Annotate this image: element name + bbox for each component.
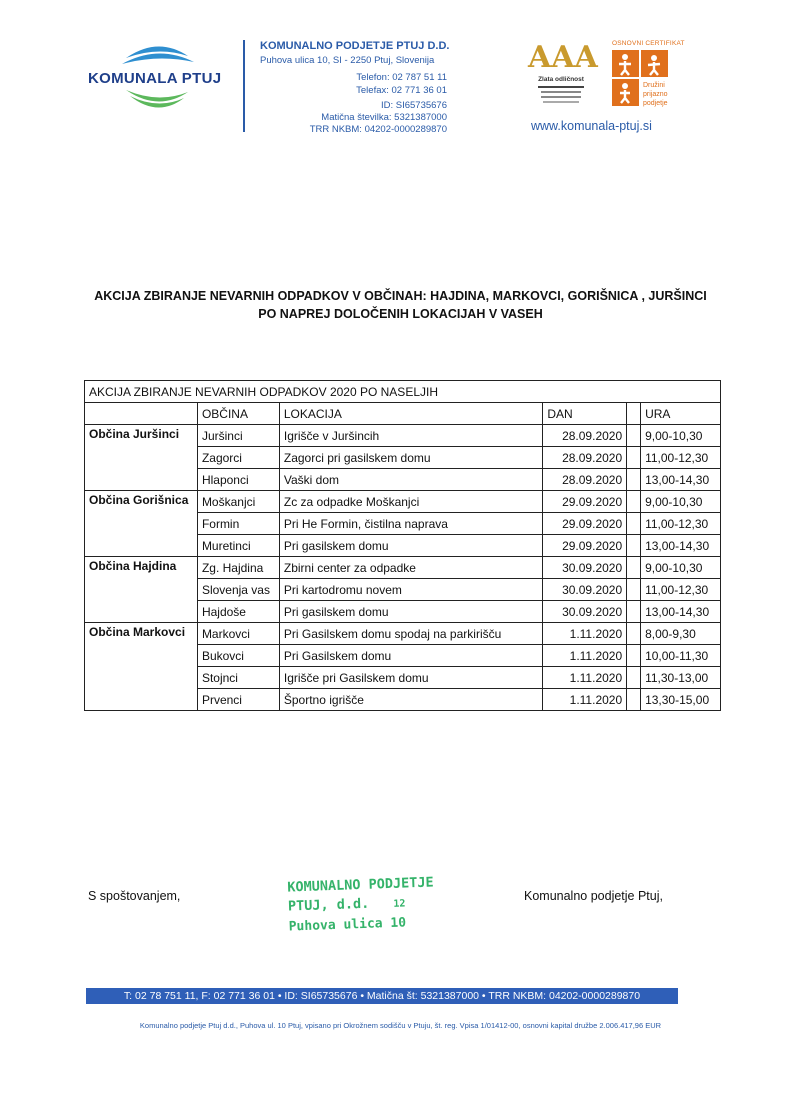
company-fax: Telefax: 02 771 36 01 [356, 85, 447, 96]
cell-time: 11,00-12,30 [641, 513, 721, 535]
stamp-line1: KOMUNALNO PODJETJE [287, 874, 434, 896]
cell-settlement: Hajdoše [197, 601, 279, 623]
cell-settlement: Moškanjci [197, 491, 279, 513]
cell-location: Vaški dom [279, 469, 542, 491]
cell-time: 10,00-11,30 [641, 645, 721, 667]
table-row [85, 557, 721, 579]
certificate-text: Družini prijazno podjetje [643, 82, 668, 107]
cell-settlement: Slovenja vas [197, 579, 279, 601]
header-dan: DAN [543, 403, 627, 425]
cell-time: 8,00-9,30 [641, 623, 721, 645]
cell-date: 1.11.2020 [543, 667, 627, 689]
table-row [85, 623, 721, 645]
cell-time: 13,30-15,00 [641, 689, 721, 711]
group-municipality: Občina Hajdina [85, 557, 198, 623]
cell-spacer [627, 513, 641, 535]
cell-date: 28.09.2020 [543, 447, 627, 469]
company-name: KOMUNALNO PODJETJE PTUJ D.D. [260, 40, 450, 52]
cell-location: Športno igrišče [279, 689, 542, 711]
cell-date: 29.09.2020 [543, 491, 627, 513]
cell-location: Zagorci pri gasilskem domu [279, 447, 542, 469]
aaa-badge-label: AAA [528, 40, 598, 75]
cell-settlement: Zg. Hajdina [197, 557, 279, 579]
cell-settlement: Stojnci [197, 667, 279, 689]
header-obcina: OBČINA [197, 403, 279, 425]
cell-spacer [627, 667, 641, 689]
company-id: ID: SI65735676 [380, 100, 447, 111]
company-address: Puhova ulica 10, SI - 2250 Ptuj, Slovenija [260, 55, 435, 66]
cell-location: Pri Gasilskem domu [279, 645, 542, 667]
cell-settlement: Zagorci [197, 447, 279, 469]
cell-location: Pri He Formin, čistilna naprava [279, 513, 542, 535]
document-title-line2: PO NAPREJ DOLOČENIH LOKACIJAH V VASEH [258, 307, 543, 321]
document-title-line1: AKCIJA ZBIRANJE NEVARNIH ODPADKOV V OBČINAH: HAJDINA, MARKOVCI, GORIŠNICA , JURŠINCI [94, 289, 707, 303]
cell-spacer [627, 689, 641, 711]
stamp-line3: Puhova ulica 10 [288, 915, 407, 935]
cell-spacer [627, 447, 641, 469]
cell-location: Pri Gasilskem domu spodaj na parkirišču [279, 623, 542, 645]
cell-date: 29.09.2020 [543, 535, 627, 557]
cell-settlement: Markovci [197, 623, 279, 645]
cell-time: 13,00-14,30 [641, 469, 721, 491]
cell-spacer [627, 469, 641, 491]
aaa-badge [528, 40, 598, 112]
cell-location: Zbirni center za odpadke [279, 557, 542, 579]
cell-time: 9,00-10,30 [641, 557, 721, 579]
cell-date: 28.09.2020 [543, 425, 627, 447]
group-municipality: Občina Gorišnica [85, 491, 198, 557]
cell-settlement: Bukovci [197, 645, 279, 667]
cell-location: Pri kartodromu novem [279, 579, 542, 601]
table-row [85, 491, 721, 513]
cell-time: 11,00-12,30 [641, 579, 721, 601]
group-municipality: Občina Juršinci [85, 425, 198, 491]
cell-location: Pri gasilskem domu [279, 601, 542, 623]
cell-time: 13,00-14,30 [641, 601, 721, 623]
cell-time: 13,00-14,30 [641, 535, 721, 557]
cell-spacer [627, 535, 641, 557]
cell-time: 9,00-10,30 [641, 425, 721, 447]
cell-time: 11,30-13,00 [641, 667, 721, 689]
cell-settlement: Juršinci [197, 425, 279, 447]
aaa-badge-caption: Zlata odličnost [538, 76, 584, 83]
cell-date: 1.11.2020 [543, 623, 627, 645]
header-lokacija: LOKACIJA [279, 403, 542, 425]
header-empty [85, 403, 198, 425]
cell-spacer [627, 425, 641, 447]
closing-greeting: S spoštovanjem, [88, 889, 181, 903]
collection-schedule-table [84, 380, 721, 711]
website-link[interactable]: www.komunala-ptuj.si [531, 119, 652, 133]
cell-location: Igrišče v Juršincih [279, 425, 542, 447]
logo-text: KOMUNALA PTUJ [88, 70, 222, 87]
cell-settlement: Prvenci [197, 689, 279, 711]
cell-settlement: Muretinci [197, 535, 279, 557]
table-row [85, 425, 721, 447]
certificate-label: OSNOVNI CERTIFIKAT [612, 40, 685, 47]
cell-date: 30.09.2020 [543, 579, 627, 601]
header-spacer [627, 403, 641, 425]
company-reg-no: Matična številka: 5321387000 [321, 112, 447, 123]
footer-registration: Komunalno podjetje Ptuj d.d., Puhova ul. 10 Ptuj, vpisano pri Okrožnem sodišču v Ptuju, št. reg. Vpisa 1/01412-00, osnovni kapital družbe 2.006.417,96 EUR [139, 1021, 662, 1030]
company-phone: Telefon: 02 787 51 11 [356, 72, 447, 83]
cell-spacer [627, 491, 641, 513]
cell-date: 1.11.2020 [543, 645, 627, 667]
cell-location: Pri gasilskem domu [279, 535, 542, 557]
header-divider [243, 40, 245, 132]
cell-settlement: Formin [197, 513, 279, 535]
cell-spacer [627, 579, 641, 601]
cell-spacer [627, 623, 641, 645]
company-trr: TRR NKBM: 04202-0000289870 [309, 124, 447, 135]
cell-location: Igrišče pri Gasilskem domu [279, 667, 542, 689]
cell-date: 30.09.2020 [543, 557, 627, 579]
closing-signature: Komunalno podjetje Ptuj, [524, 889, 663, 903]
stamp-number: 12 [393, 898, 406, 910]
table-caption: AKCIJA ZBIRANJE NEVARNIH ODPADKOV 2020 PO NASELJIH [85, 381, 721, 403]
cell-time: 9,00-10,30 [641, 491, 721, 513]
cell-location: Zc za odpadke Moškanjci [279, 491, 542, 513]
company-stamp [287, 873, 435, 936]
cell-spacer [627, 645, 641, 667]
table-header-row [85, 403, 721, 425]
cell-date: 1.11.2020 [543, 689, 627, 711]
stamp-line2: PTUJ, d.d. [287, 895, 370, 915]
cell-date: 28.09.2020 [543, 469, 627, 491]
cell-settlement: Hlaponci [197, 469, 279, 491]
cell-spacer [627, 601, 641, 623]
cell-date: 30.09.2020 [543, 601, 627, 623]
cell-spacer [627, 557, 641, 579]
group-municipality: Občina Markovci [85, 623, 198, 711]
cell-time: 11,00-12,30 [641, 447, 721, 469]
cell-date: 29.09.2020 [543, 513, 627, 535]
footer-contact-bar: T: 02 78 751 11, F: 02 771 36 01 • ID: SI65735676 • Matična št: 5321387000 • TRR NKBM: 04202-0000289870 [86, 988, 678, 1004]
header-ura: URA [641, 403, 721, 425]
